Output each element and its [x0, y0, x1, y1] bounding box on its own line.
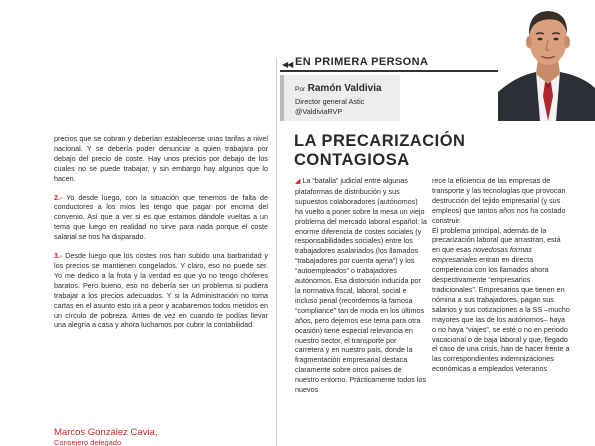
- left-paragraph-3-text: Desde luego que los costes nos han subido una barbaridad y los precios se mantienen congelados. Y claro, eso no puede ser. Yo me dedico a la fruta y la verdad es que yo no tengo chóferes baratos. Pero bueno, eso no debería ser un problema si pudiera trabajar a los precios adecuados. Y si la Administración no toma cartas en el asunto esto irá a peor y acabaremos todos metidos en un círculo de pobreza. Antes de vez en cuando te podías llevar una alegría a casa y ahora luchamos por cubrir la contabilidad.: [54, 251, 268, 330]
- left-paragraph-1: precios que se cobran y deberían establecerse unas tarifas a nivel nacional. Y se debería poder denunciar a quien trabajara por debajo del precio de coste. Hay unos precios por debajo de los cuales no se puede trabajar, y sin embargo hay algunos que lo hacen.: [54, 134, 268, 183]
- column-divider: [276, 58, 277, 446]
- headline-line-1: LA PRECARIZACIÓN: [294, 132, 466, 150]
- article-paragraph-1: [295, 176, 427, 395]
- headline-line-2: CONTAGIOSA: [294, 151, 410, 169]
- author-role: Director general Astic: [295, 97, 365, 106]
- left-paragraph-2-text: Yo desde luego, con la situación que tenemos de falta de conductores a los míos les tengo que pagar por encima del convenio. Así que a ver si es que estamos dándole vueltas a un tema que luego en realidad no sirve para nada porque el coste salarial se nos ha disparado.: [54, 192, 269, 242]
- signature: [54, 427, 268, 446]
- left-paragraph-3: [54, 251, 268, 330]
- signature-name: Marcos González Cavia,: [54, 427, 158, 438]
- article-paragraph-1-text: La “batalla” judicial entre algunas plataformas de distribución y sus supuestos colaboradores (autónomos) ha vuelto a poner sobre la mesa un viejo problema del mercado laboral español: la enorme diferencia de costes sociales (y responsabilidades sociales) entre los trabajadores asalariados (los llamados “trabajadores por cuenta ajena”) y los “autoempleados” o trabajadores autónomos. Esa distorsión inducida por la normativa fiscal, laboral, social e incluso penal (recordemos la famosa “compliance” tan de moda en los últimos años, pero dejemos ese tema para otra ocasión) tiene especial relevancia en nuestro sector, el transporte por carretera y en nuestro país, donde la fragmentación empresarial destaca claramente sobre otros países de nuestro entorno. Prácticamente todos los nuevos: [295, 176, 427, 395]
- paragraph-number-3: 3.-: [54, 251, 63, 261]
- author-photo: [498, 0, 595, 121]
- section-label: EN PRIMERA PERSONA: [295, 56, 429, 68]
- article-column-1: [295, 176, 427, 395]
- article-emphasis: novedosas formas empresariales: [432, 245, 532, 265]
- article-paragraph-3: [432, 226, 570, 375]
- article-headline: [294, 132, 584, 170]
- left-column: [54, 134, 268, 339]
- article-column-2: [432, 176, 570, 374]
- signature-role: Consejero delegado: [54, 438, 122, 446]
- author-box-accent: [280, 75, 284, 121]
- paragraph-number-2: 2.-: [54, 192, 63, 202]
- author-byline: [295, 83, 382, 94]
- author-prefix: Por: [295, 86, 306, 93]
- author-name: Ramón Valdivia: [307, 83, 382, 94]
- section-arrows-icon: ◀◀: [282, 60, 293, 69]
- article-paragraph-3-text-a: El problema principal, además de la precarización laboral que arrastran, está en que esas: [432, 225, 561, 255]
- article-paragraph-3-text-b: entran en directa competencia con los llamados ahora despectivamente “empresarios tradicionales”. Empresarios que tienen en nómina a sus trabajadores, pagan sus salarios y sus cotizaciones a la SS –mucho mayores que las de los autónomos– haya o no haya “viajes”, se esté o no en periodo vacacional o de baja laboral y que, llegado el caso de una crisis, han de hacer frente a las correspondientes indemnizaciones económicas a empleados veteranos: [432, 255, 570, 374]
- left-paragraph-2: [54, 193, 268, 243]
- article-paragraph-2: rece la eficiencia de las empresas de transporte y las tecnologías que provocan destrucción del tejido empresarial (y sus empleos) que tantos años nos ha costado construir.: [432, 176, 566, 225]
- author-handle: @ValdiviaRVP: [295, 107, 343, 116]
- triangle-marker-icon: ◢: [295, 178, 301, 185]
